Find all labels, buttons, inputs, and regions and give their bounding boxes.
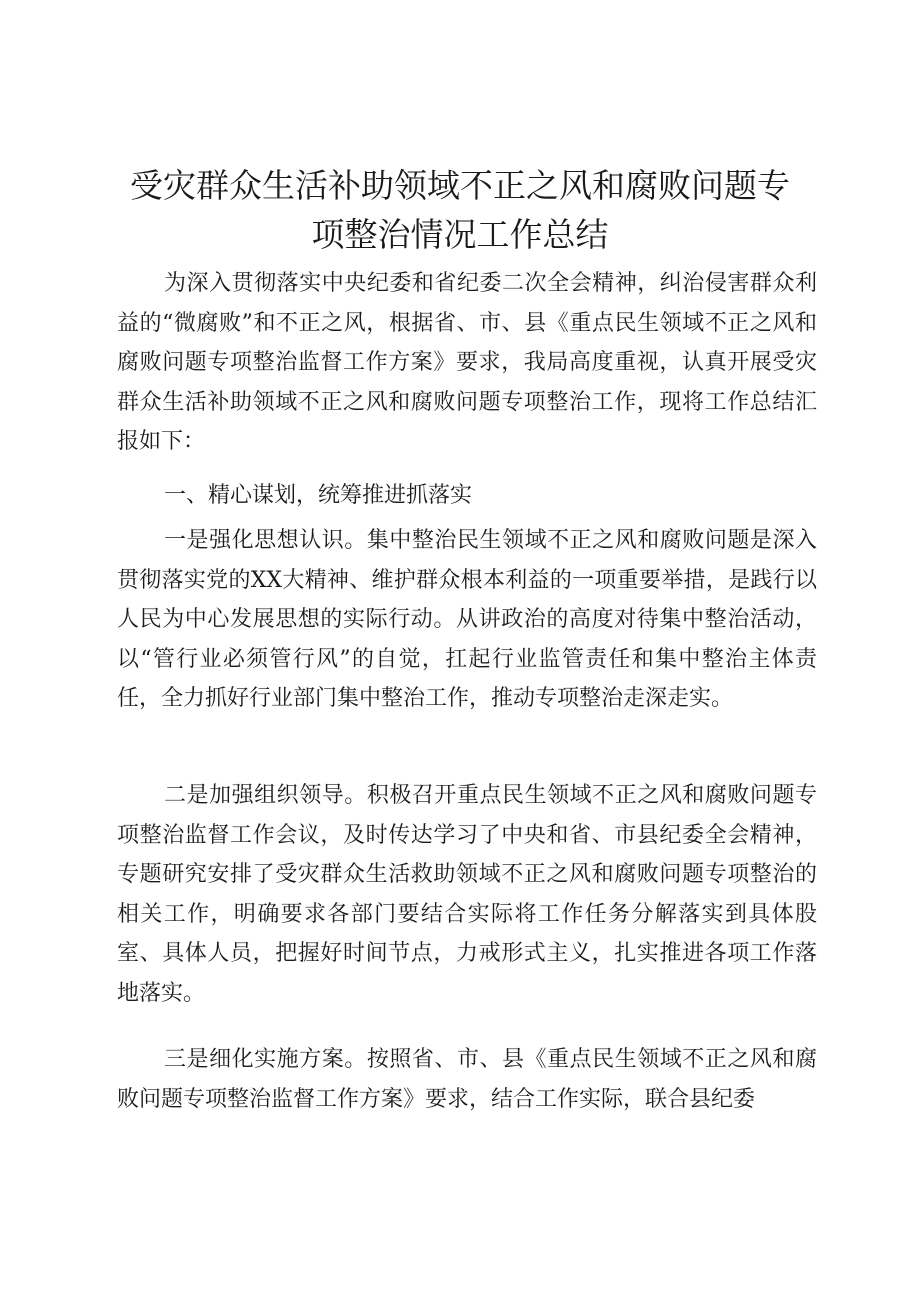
paragraph-strengthen-awareness: 一是强化思想认识。集中整治民生领域不正之风和腐败问题是深入贯彻落实党的XX大精神、维护群众根本利益的一项重要举措，是践行以人民为中心发展思想的实际行动。从讲政治的高度对待集中整治活动，以“管行业必须管行风”的自觉，扛起行业监管责任和集中整治主体责任，全力抓好行业部门集中整治工作，推动专项整治走深走实。: [117, 528, 817, 711]
intro-paragraph: 为深入贯彻落实中央纪委和省纪委二次全会精神，纠治侵害群众利益的“微腐败”和不正之风，根据省、市、县《重点民生领域不正之风和腐败问题专项整治监督工作方案》要求，我局高度重视，认真开展受灾群众生活补助领域不正之风和腐败问题专项整治工作，现将工作总结汇报如下：: [117, 271, 817, 454]
paragraph-organizational-leadership: 二是加强组织领导。积极召开重点民生领域不正之风和腐败问题专项整治监督工作会议，及时传达学习了中央和省、市县纪委全会精神，专题研究安排了受灾群众生活救助领域不正之风和腐败问题专项整治的相关工作，明确要求各部门要结合实际将工作任务分解落实到具体股室、具体人员，把握好时间节点，力戒形式主义，扎实推进各项工作落地落实。: [117, 783, 817, 1006]
document-title-line-1: 受灾群众生活补助领域不正之风和腐败问题专: [130, 166, 790, 205]
section-1-heading: 一、精心谋划，统筹推进抓落实: [164, 483, 473, 508]
paragraph-implementation-plan: 三是细化实施方案。按照省、市、县《重点民生领域不正之风和腐败问题专项整治监督工作方案》要求，结合工作实际，联合县纪委: [117, 1047, 817, 1112]
document-title-line-2: 项整治情况工作总结: [311, 215, 609, 254]
